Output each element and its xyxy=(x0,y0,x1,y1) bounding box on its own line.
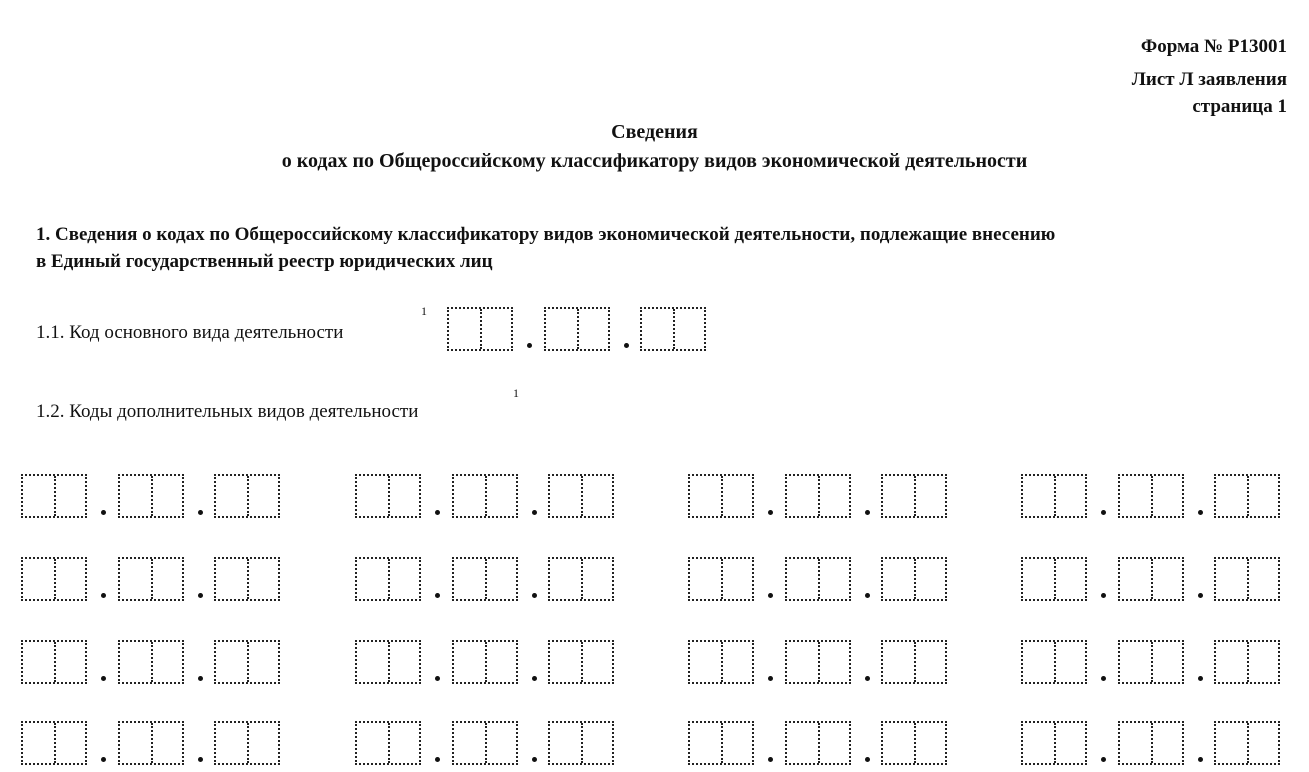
code-digit-group[interactable] xyxy=(688,721,754,765)
code-digit-group[interactable] xyxy=(21,721,87,765)
code-separator-dot xyxy=(865,510,870,515)
code-digit-group[interactable] xyxy=(1214,640,1280,684)
code-digit-group[interactable] xyxy=(881,557,947,601)
code-digit-group[interactable] xyxy=(214,474,280,518)
code-separator-dot xyxy=(865,676,870,681)
form-number: Форма № Р13001 xyxy=(1140,36,1287,57)
code-digit-group[interactable] xyxy=(214,640,280,684)
code-digit-group[interactable] xyxy=(1021,721,1087,765)
code-separator-dot xyxy=(1198,757,1203,762)
code-digit-group[interactable] xyxy=(355,721,421,765)
main-activity-code-boxes[interactable] xyxy=(447,303,711,355)
code-digit-group[interactable] xyxy=(118,721,184,765)
additional-activity-code-boxes[interactable] xyxy=(355,636,619,688)
additional-activity-code-boxes[interactable] xyxy=(1021,636,1285,688)
page-title: Сведения xyxy=(611,121,698,143)
additional-activity-code-boxes[interactable] xyxy=(1021,717,1285,769)
code-digit-group[interactable] xyxy=(452,640,518,684)
code-digit-group[interactable] xyxy=(881,640,947,684)
code-digit-group[interactable] xyxy=(548,640,614,684)
code-separator-dot xyxy=(1198,593,1203,598)
additional-activity-code-boxes[interactable] xyxy=(688,717,952,769)
code-digit-group[interactable] xyxy=(688,557,754,601)
code-digit-group[interactable] xyxy=(1214,557,1280,601)
code-separator-dot xyxy=(532,676,537,681)
code-digit-group[interactable] xyxy=(1118,474,1184,518)
code-digit-group[interactable] xyxy=(1021,557,1087,601)
code-digit-group[interactable] xyxy=(548,474,614,518)
code-digit-group[interactable] xyxy=(1214,721,1280,765)
code-digit-group[interactable] xyxy=(214,557,280,601)
code-separator-dot xyxy=(435,757,440,762)
code-separator-dot xyxy=(435,510,440,515)
code-digit-group[interactable] xyxy=(544,307,610,351)
sheet-label: Лист Л заявления xyxy=(1131,69,1287,90)
code-separator-dot xyxy=(198,676,203,681)
code-separator-dot xyxy=(435,593,440,598)
additional-activity-code-boxes[interactable] xyxy=(1021,553,1285,605)
code-separator-dot xyxy=(1101,510,1106,515)
code-digit-group[interactable] xyxy=(688,640,754,684)
code-separator-dot xyxy=(865,757,870,762)
code-separator-dot xyxy=(1101,593,1106,598)
code-digit-group[interactable] xyxy=(355,474,421,518)
code-separator-dot xyxy=(532,593,537,598)
additional-activity-code-boxes[interactable] xyxy=(21,636,285,688)
code-digit-group[interactable] xyxy=(1021,474,1087,518)
code-digit-group[interactable] xyxy=(785,640,851,684)
code-separator-dot xyxy=(768,757,773,762)
code-digit-group[interactable] xyxy=(118,640,184,684)
code-separator-dot xyxy=(198,510,203,515)
code-digit-group[interactable] xyxy=(881,721,947,765)
code-separator-dot xyxy=(1101,757,1106,762)
additional-activity-code-boxes[interactable] xyxy=(21,553,285,605)
code-digit-group[interactable] xyxy=(355,557,421,601)
main-activity-footnote: 1 xyxy=(421,304,427,318)
code-digit-group[interactable] xyxy=(452,721,518,765)
code-digit-group[interactable] xyxy=(785,557,851,601)
code-digit-group[interactable] xyxy=(21,640,87,684)
additional-activities-footnote: 1 xyxy=(513,386,519,400)
code-digit-group[interactable] xyxy=(214,721,280,765)
code-digit-group[interactable] xyxy=(688,474,754,518)
code-digit-group[interactable] xyxy=(1118,721,1184,765)
code-separator-dot xyxy=(198,757,203,762)
code-separator-dot xyxy=(865,593,870,598)
code-separator-dot xyxy=(1198,676,1203,681)
code-digit-group[interactable] xyxy=(785,474,851,518)
code-separator-dot xyxy=(532,757,537,762)
additional-activity-code-boxes[interactable] xyxy=(355,717,619,769)
page-subtitle: о кодах по Общероссийскому классификатору видов экономической деятельности xyxy=(281,150,1028,172)
code-digit-group[interactable] xyxy=(447,307,513,351)
code-separator-dot xyxy=(1198,510,1203,515)
code-digit-group[interactable] xyxy=(1021,640,1087,684)
code-digit-group[interactable] xyxy=(452,474,518,518)
page-label: страница 1 xyxy=(1192,96,1287,117)
additional-activity-code-boxes[interactable] xyxy=(21,717,285,769)
code-separator-dot xyxy=(101,593,106,598)
code-digit-group[interactable] xyxy=(1214,474,1280,518)
code-separator-dot xyxy=(435,676,440,681)
code-separator-dot xyxy=(101,510,106,515)
code-digit-group[interactable] xyxy=(21,474,87,518)
code-digit-group[interactable] xyxy=(785,721,851,765)
code-digit-group[interactable] xyxy=(21,557,87,601)
code-digit-group[interactable] xyxy=(881,474,947,518)
additional-activity-code-boxes[interactable] xyxy=(1021,470,1285,522)
code-digit-group[interactable] xyxy=(452,557,518,601)
code-digit-group[interactable] xyxy=(1118,557,1184,601)
additional-activity-code-boxes[interactable] xyxy=(355,553,619,605)
code-separator-dot xyxy=(768,510,773,515)
code-separator-dot xyxy=(1101,676,1106,681)
code-separator-dot xyxy=(624,343,629,348)
code-digit-group[interactable] xyxy=(548,557,614,601)
code-separator-dot xyxy=(532,510,537,515)
code-separator-dot xyxy=(768,676,773,681)
additional-activity-code-boxes[interactable] xyxy=(355,470,619,522)
code-digit-group[interactable] xyxy=(1118,640,1184,684)
additional-activity-code-boxes[interactable] xyxy=(688,470,952,522)
section-heading: 1. Сведения о кодах по Общероссийскому классификатору видов экономической деятельности, подлежащие внесению xyxy=(36,224,1056,245)
code-separator-dot xyxy=(101,676,106,681)
code-digit-group[interactable] xyxy=(640,307,706,351)
code-digit-group[interactable] xyxy=(355,640,421,684)
additional-activity-code-boxes[interactable] xyxy=(21,470,285,522)
main-activity-label: 1.1. Код основного вида деятельности xyxy=(36,322,344,343)
section-heading-continued: в Единый государственный реестр юридических лиц xyxy=(36,251,493,272)
code-separator-dot xyxy=(101,757,106,762)
code-separator-dot xyxy=(768,593,773,598)
code-digit-group[interactable] xyxy=(118,474,184,518)
additional-activity-code-boxes[interactable] xyxy=(688,636,952,688)
additional-activities-label: 1.2. Коды дополнительных видов деятельности xyxy=(36,401,419,422)
code-separator-dot xyxy=(527,343,532,348)
code-digit-group[interactable] xyxy=(548,721,614,765)
code-digit-group[interactable] xyxy=(118,557,184,601)
additional-activity-code-boxes[interactable] xyxy=(688,553,952,605)
code-separator-dot xyxy=(198,593,203,598)
